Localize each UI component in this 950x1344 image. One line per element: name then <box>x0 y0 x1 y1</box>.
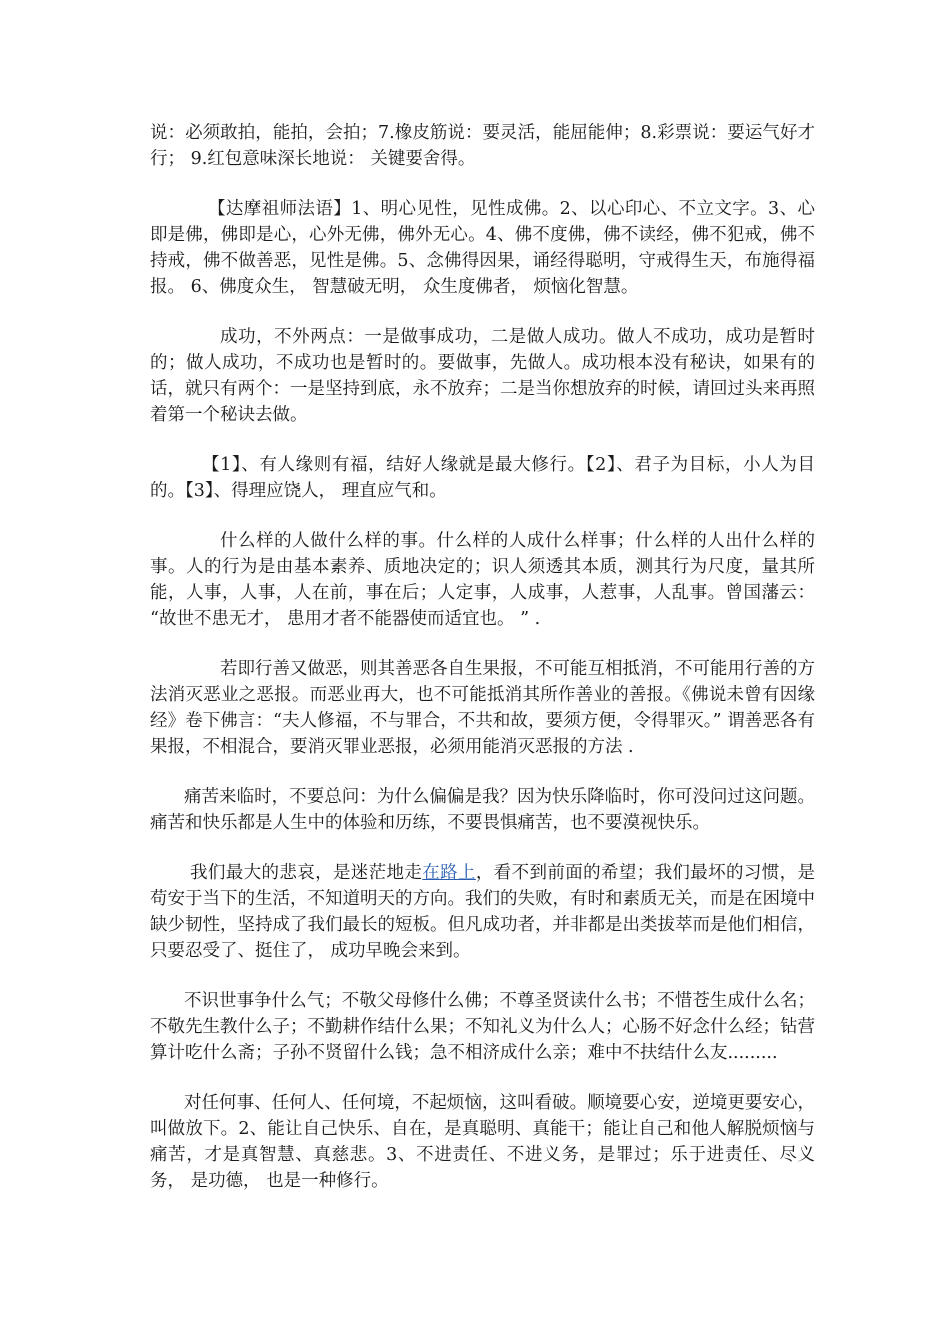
paragraph-9: 不识世事争什么气；不敬父母修什么佛；不尊圣贤读什么书；不惜苍生成什么名；不敬先生教什么子；不勤耕作结什么果；不知礼义为什么人；心肠不好念什么经；钻营算计吃什么斋；子孙不贤留什么钱；急不相济成什么亲；难中不扶结什么友......... <box>150 991 815 1063</box>
paragraph-3: 成功，不外两点：一是做事成功，二是做人成功。做人不成功，成功是暂时的；做人成功，不成功也是暂时的。要做事，先做人。成功根本没有秘诀，如果有的话，就只有两个：一是坚持到底，永不放弃；二是当你想放弃的时候，请回过头来再照着第一个秘诀去做。 <box>150 327 815 425</box>
paragraph-8 <box>150 860 815 964</box>
on-the-road-link[interactable]: 在路上 <box>422 863 476 883</box>
paragraph-10: 对任何事、任何人、任何境，不起烦恼，这叫看破。顺境要心安，逆境更要安心，叫做放下。2、能让自己快乐、自在，是真聪明、真能干；能让自己和他人解脱烦恼与痛苦，才是真智慧、真慈悲。3、不进责任、不进义务，是罪过；乐于进责任、尽义务， 是功德， 也是一种修行。 <box>150 1093 815 1191</box>
paragraph-1: 说：必须敢拍，能拍，会拍；7.橡皮筋说：要灵活，能屈能伸；8.彩票说：要运气好才行； 9.红包意味深长地说： 关键要舍得。 <box>150 123 815 169</box>
paragraph-6: 若即行善又做恶，则其善恶各自生果报，不可能互相抵消，不可能用行善的方法消灭恶业之恶报。而恶业再大，也不可能抵消其所作善业的善报。《佛说未曾有因缘经》卷下佛言：“夫人修福，不与罪合，不共和故，要须方便，令得罪灭。” 谓善恶各有果报，不相混合，要消灭罪业恶报，必须用能消灭恶报的方法 . <box>150 659 815 757</box>
document-page <box>150 120 815 1218</box>
paragraph-4: 【1】、有人缘则有福，结好人缘就是最大修行。【2】、君子为目标，小人为目的。【3】、得理应饶人， 理直应气和。 <box>150 455 815 501</box>
paragraph-7: 痛苦来临时，不要总问：为什么偏偏是我？因为快乐降临时，你可没问过这问题。痛苦和快乐都是人生中的体验和历练，不要畏惧痛苦，也不要漠视快乐。 <box>150 787 815 833</box>
paragraph-8-before: 我们最大的悲哀，是迷茫地走 <box>190 863 423 883</box>
paragraph-8-after: ，看不到前面的希望；我们最坏的习惯，是苟安于当下的生活，不知道明天的方向。我们的失败，有时和素质无关，而是在困境中缺少韧性，坚持成了我们最长的短板。但凡成功者，并非都是出类拔萃而是他们相信， 只要忍受了、挺住了， 成功早晚会来到。 <box>150 863 816 961</box>
paragraph-5: 什么样的人做什么样的事。什么样的人成什么样事；什么样的人出什么样的事。人的行为是由基本素养、质地决定的；识人须透其本质，测其行为尺度，量其所能，人事，人事，人在前，事在后；人定事，人成事，人惹事，人乱事。曾国藩云： “故世不患无才， 患用才者不能器使而适宜也。 ” . <box>150 531 815 629</box>
paragraph-2: 【达摩祖师法语】1、明心见性，见性成佛。2、以心印心、不立文字。3、心即是佛，佛即是心，心外无佛，佛外无心。4、佛不度佛，佛不读经，佛不犯戒，佛不持戒，佛不做善恶，见性是佛。5、念佛得因果，诵经得聪明，守戒得生天，布施得福报。 6、佛度众生， 智慧破无明， 众生度佛者， 烦恼化智慧。 <box>150 199 815 297</box>
